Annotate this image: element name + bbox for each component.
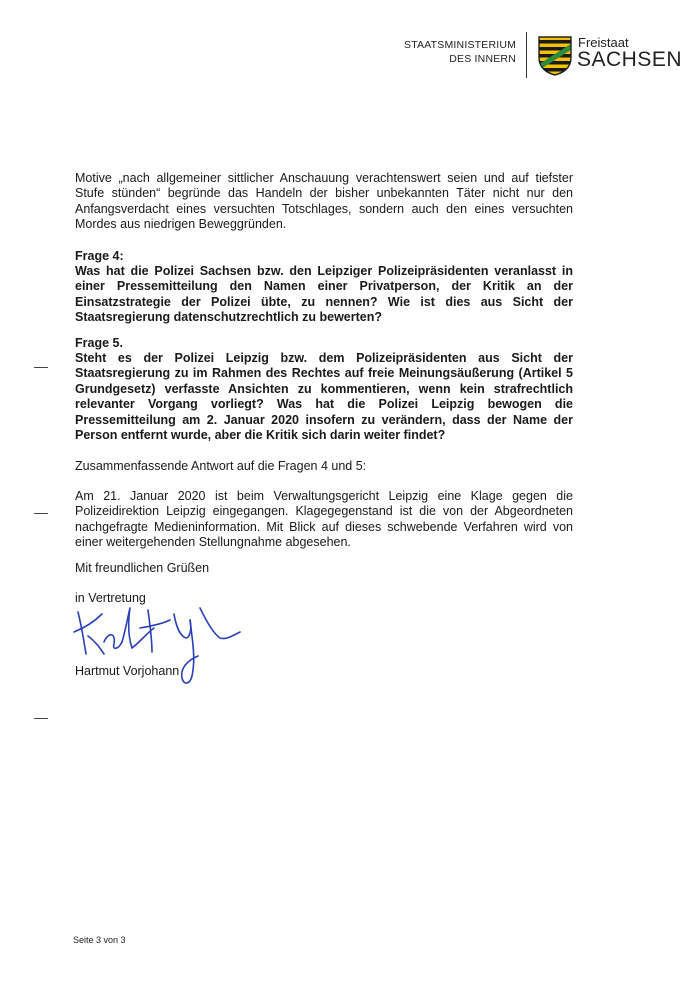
answer-heading: Zusammenfassende Antwort auf die Fragen 4 und 5: xyxy=(75,459,367,473)
fold-mark xyxy=(34,718,48,719)
ministry-line-1: STAATSMINISTERIUM xyxy=(404,39,517,51)
question-4-text: Was hat die Polizei Sachsen bzw. den Leipziger Polizeipräsidenten veranlasst in einer Pressemitteilung den Namen einer Privatperson, der Kritik an der Einsatzstrategie der Polizei übte, zu nennen? Wie ist dies aus Sicht der Staatsregierung datenschutzrechtlich zu bewerten? xyxy=(75,264,573,325)
question-5-label: Frage 5. xyxy=(75,336,123,350)
question-5-text: Steht es der Polizei Leipzig bzw. dem Polizeipräsidenten aus Sicht der Staatsregierung zu im Rahmen des Rechtes auf freie Meinungsäußerung (Artikel 5 Grundgesetz) verfasste Ansichten zu kommentieren, wenn kein strafrechtlich relevanter Vorgang vorliegt? Was hat die Polizei Leipzig bewogen die Pressemitteilung am 2. Januar 2020 insofern zu verändern, dass der Name der Person entfernt wurde, aber die Kritik sich darin weiter findet? xyxy=(75,351,573,443)
intro-paragraph: Motive „nach allgemeiner sittlicher Anschauung verachtenswert seien und auf tiefster Stufe stünden“ begründe das Handeln der bisher unbekannten Täter nicht nur den Anfangsverdacht eines versuchten Totschlages, sondern auch den eines versuchten Mordes aus niedrigen Beweggründen. xyxy=(75,171,573,232)
signer-name: Hartmut Vorjohann xyxy=(75,664,180,678)
page-number: Seite 3 von 3 xyxy=(73,935,126,945)
question-4-label: Frage 4: xyxy=(75,249,124,263)
ministry-line-2: DES INNERN xyxy=(449,53,516,65)
closing-greeting: Mit freundlichen Grüßen xyxy=(75,561,210,575)
answer-paragraph: Am 21. Januar 2020 ist beim Verwaltungsgericht Leipzig eine Klage gegen die Polizeidirektion Leipzig eingegangen. Klagegegenstand ist die von der Abgeordneten nachgefragte Medieninformation. Mit Blick auf dieses schwebende Verfahren wird von einer weitergehenden Stellungnahme abgesehen. xyxy=(75,489,573,550)
fold-mark xyxy=(34,367,48,368)
header-divider xyxy=(526,32,527,78)
state-label-large: SACHSEN xyxy=(577,48,683,71)
ministry-name xyxy=(404,38,516,66)
state-label-small: Freistaat xyxy=(578,35,629,50)
representation-note: in Vertretung xyxy=(75,591,146,605)
saxony-coat-of-arms-icon xyxy=(538,36,572,76)
fold-mark xyxy=(34,513,48,514)
